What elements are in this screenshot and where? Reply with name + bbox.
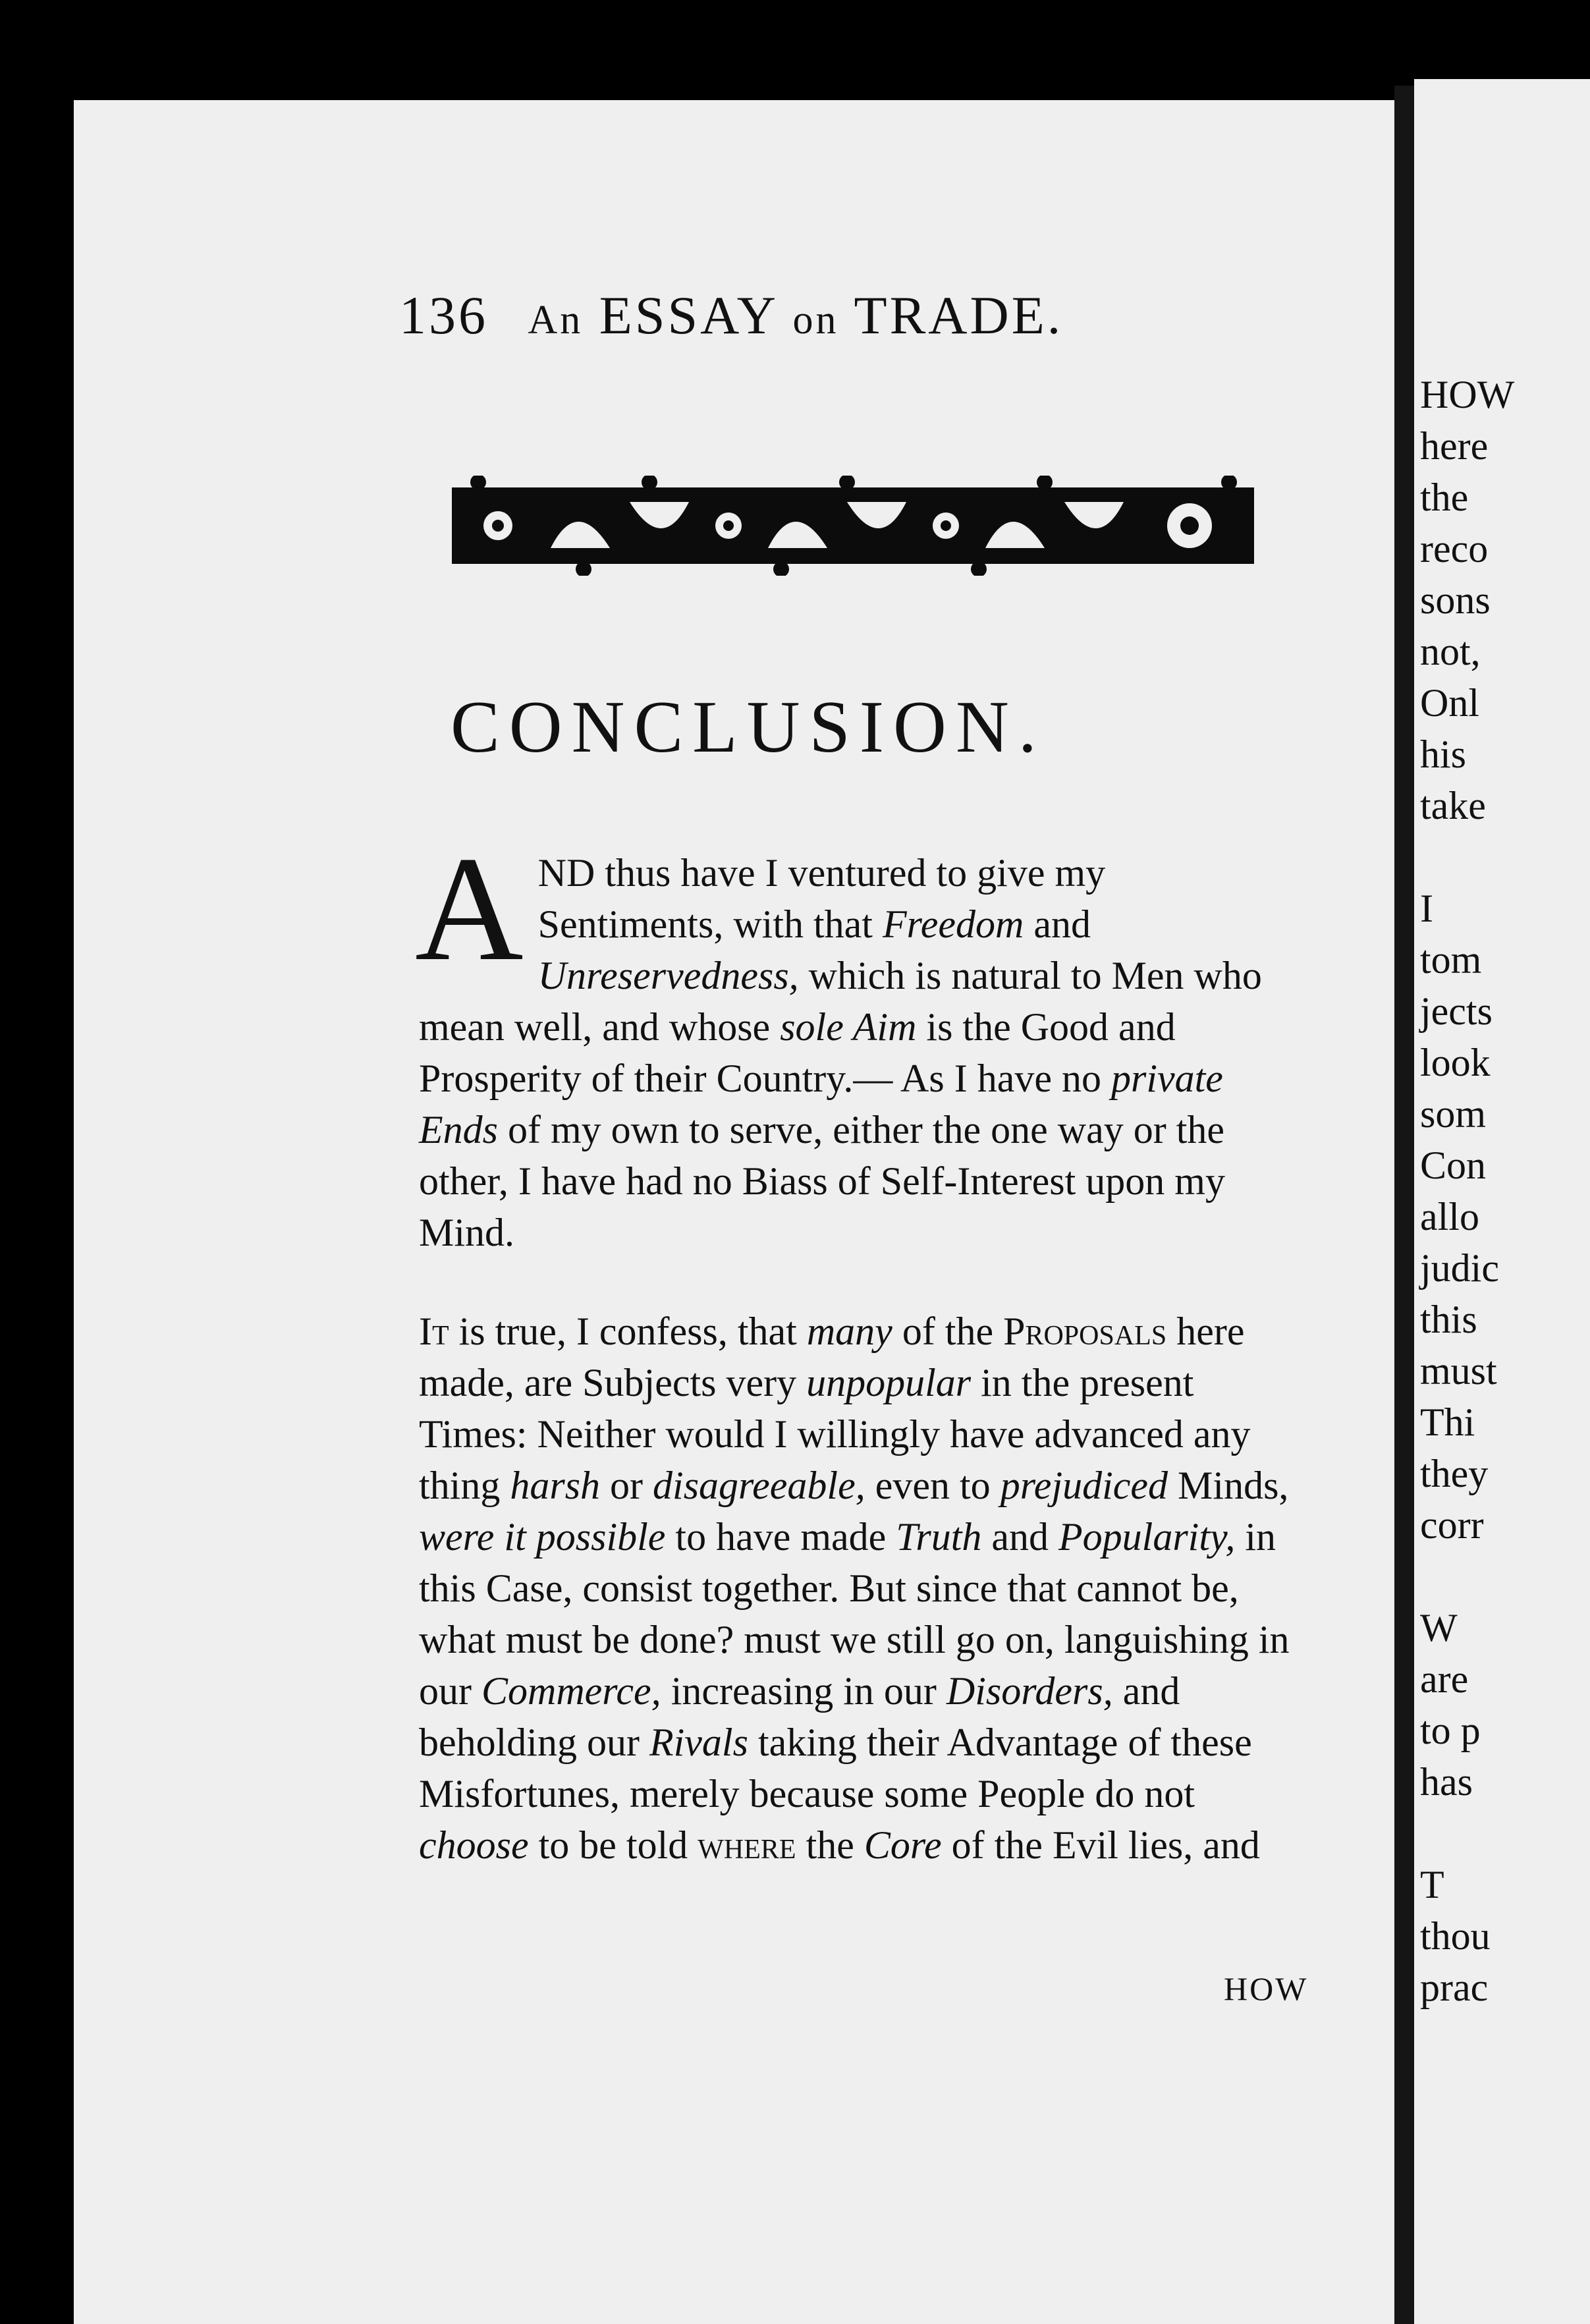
right-page-fragment: the bbox=[1420, 476, 1469, 519]
p2-italic: Commerce, bbox=[481, 1669, 661, 1713]
right-page-fragment: they bbox=[1420, 1452, 1489, 1495]
p2-text: taking their Advantage of these Misfortunes, merely because some People do not bbox=[419, 1721, 1252, 1815]
p2-text: to be told bbox=[528, 1823, 698, 1867]
p2-italic: Core bbox=[864, 1823, 942, 1867]
paragraph-1 bbox=[415, 826, 1294, 1258]
p1-text: of my own to serve, either the one way or the other, I have had no Biass of Self-Interest upon my Mind. bbox=[419, 1108, 1225, 1254]
book-gutter bbox=[1394, 86, 1414, 2324]
right-page-fragment: sons bbox=[1420, 578, 1491, 622]
right-page-fragment: are bbox=[1420, 1657, 1469, 1701]
paragraph-2 bbox=[419, 1306, 1294, 1871]
right-page-fragment: Con bbox=[1420, 1144, 1487, 1187]
header-word-essay: ESSAY bbox=[599, 285, 777, 345]
p2-text: increasing in our bbox=[661, 1669, 946, 1713]
right-page-fragment: this bbox=[1420, 1298, 1477, 1341]
right-page-fragment: corr bbox=[1420, 1503, 1484, 1547]
right-page-fragment: reco bbox=[1420, 527, 1489, 570]
right-page-fragment: Thi bbox=[1420, 1400, 1475, 1444]
p2-text: is true, I confess, that bbox=[449, 1310, 807, 1353]
right-page-fragment bbox=[1420, 1808, 1590, 1859]
p2-text: here made, are Subjects very bbox=[419, 1310, 1245, 1404]
p2-italic: choose bbox=[419, 1823, 529, 1867]
right-page-fragment: not, bbox=[1420, 630, 1481, 673]
p2-text: even to bbox=[865, 1464, 1001, 1507]
right-page-fragment: has bbox=[1420, 1760, 1473, 1804]
running-header bbox=[399, 285, 1190, 346]
p2-text: the bbox=[796, 1823, 864, 1867]
p2-italic: disagreeable, bbox=[653, 1464, 865, 1507]
right-page-fragment: prac bbox=[1420, 1966, 1489, 2009]
p2-text: Minds, bbox=[1168, 1464, 1289, 1507]
header-word-on: on bbox=[792, 298, 839, 343]
p2-italic: harsh bbox=[510, 1464, 601, 1507]
p2-text: in this Case, consist together. But since that cannot be, what must be done? must we still go on, languishing in our bbox=[419, 1515, 1290, 1713]
p2-small-caps: where bbox=[698, 1823, 796, 1867]
right-page-fragment: here bbox=[1420, 424, 1489, 468]
right-page-fragment bbox=[1420, 831, 1590, 883]
p2-italic: Truth bbox=[896, 1515, 982, 1559]
p1-italic: Freedom bbox=[882, 902, 1024, 946]
right-page-fragment bbox=[1420, 1551, 1590, 1602]
right-page-fragment: look bbox=[1420, 1041, 1491, 1084]
p2-italic: Rivals bbox=[649, 1721, 748, 1764]
p2-text: and beholding our bbox=[419, 1669, 1180, 1764]
catchword: HOW bbox=[1224, 1970, 1309, 2007]
p1-italic: Unreservedness, bbox=[537, 954, 799, 997]
p1-italic: sole Aim bbox=[780, 1005, 917, 1049]
right-page-fragment: som bbox=[1420, 1092, 1487, 1136]
p2-text: of the Evil lies, and bbox=[941, 1823, 1260, 1867]
header-word-trade: TRADE. bbox=[854, 285, 1064, 345]
right-page-fragment: T bbox=[1420, 1863, 1444, 1906]
p2-italic: prejudiced bbox=[1000, 1464, 1168, 1507]
p2-italic: were it possible bbox=[419, 1515, 666, 1559]
right-page-fragment: thou bbox=[1420, 1914, 1491, 1958]
p2-italic: Popularity, bbox=[1058, 1515, 1236, 1559]
right-page-fragment: tom bbox=[1420, 938, 1482, 982]
p2-text: or bbox=[600, 1464, 653, 1507]
right-page-fragments bbox=[1420, 369, 1590, 2013]
p1-text: ND thus have I ventured to give my Sentiments, with that bbox=[537, 851, 1106, 946]
p1-text: and bbox=[1024, 902, 1091, 946]
right-page-fragment: his bbox=[1420, 733, 1467, 776]
p2-lead: It bbox=[419, 1310, 449, 1353]
right-page-fragment: must bbox=[1420, 1349, 1497, 1393]
p2-text: and bbox=[981, 1515, 1059, 1559]
p2-italic: unpopular bbox=[806, 1361, 972, 1404]
drop-cap: A bbox=[415, 826, 524, 992]
chapter-title: CONCLUSION. bbox=[451, 686, 1046, 768]
p1-italic: private Ends bbox=[419, 1057, 1223, 1151]
right-page-fragment: W bbox=[1420, 1606, 1458, 1649]
p2-small-caps: Proposals bbox=[1003, 1310, 1167, 1353]
right-page-fragment: to p bbox=[1420, 1709, 1481, 1752]
right-page-fragment: judic bbox=[1420, 1246, 1499, 1290]
p2-text: in the present Times: Neither would I willingly have advanced any thing bbox=[419, 1361, 1251, 1507]
right-page-fragment: HOW bbox=[1420, 373, 1515, 416]
right-page-fragment: Onl bbox=[1420, 681, 1479, 725]
p2-italic: many bbox=[806, 1310, 892, 1353]
right-page-fragment: take bbox=[1420, 784, 1486, 827]
p2-text: of the bbox=[892, 1310, 1004, 1353]
p2-text: to have made bbox=[665, 1515, 896, 1559]
header-word-an: An bbox=[528, 298, 584, 343]
right-page-fragment: I bbox=[1420, 887, 1433, 930]
right-page-fragment: allo bbox=[1420, 1195, 1479, 1238]
p2-italic: Disorders, bbox=[946, 1669, 1113, 1713]
p1-text: which is natural to Men who mean well, and whose bbox=[419, 954, 1262, 1049]
page-number: 136 bbox=[399, 285, 488, 345]
right-page-fragment: jects bbox=[1420, 989, 1493, 1033]
p1-text: is the Good and Prosperity of their Country.— As I have no bbox=[419, 1005, 1176, 1100]
decorative-headpiece bbox=[452, 476, 1254, 576]
